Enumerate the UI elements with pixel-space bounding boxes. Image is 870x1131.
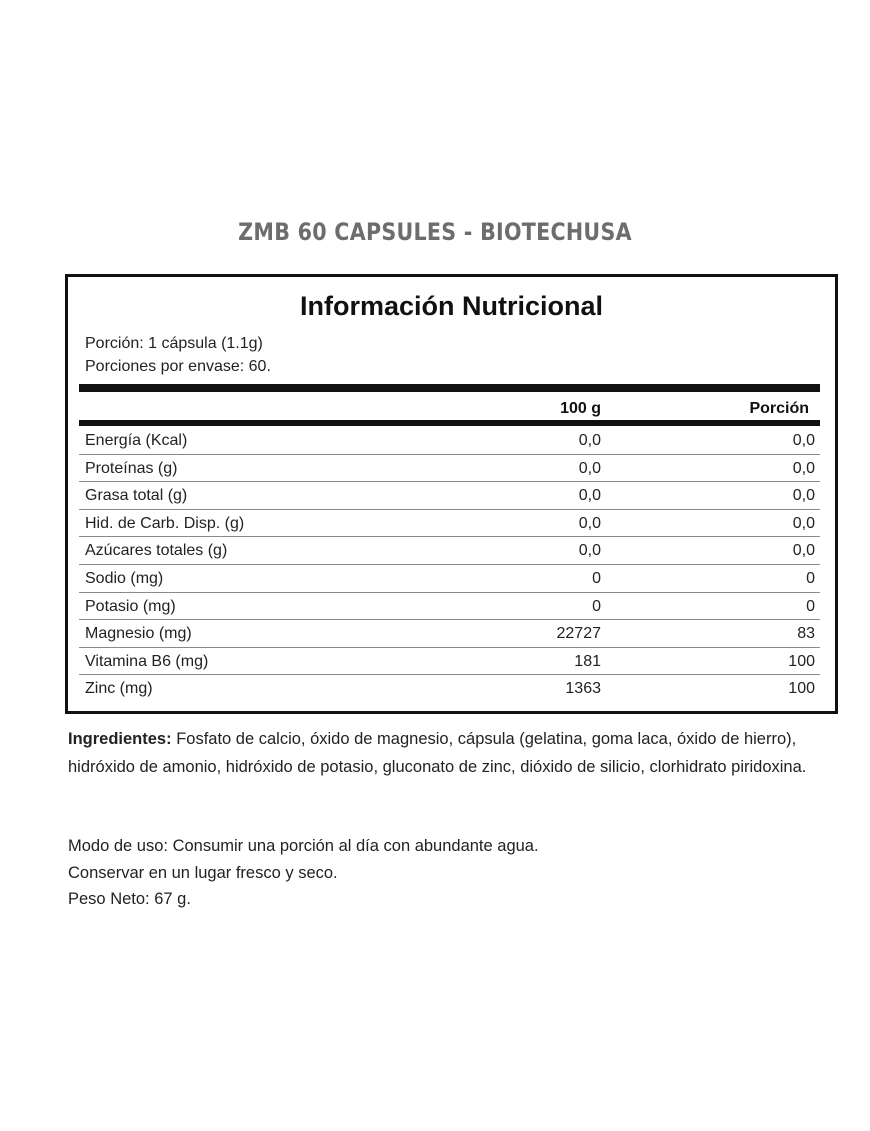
table-row	[79, 620, 820, 648]
nutrient-rows	[79, 427, 820, 703]
nutrient-name: Hid. de Carb. Disp. (g)	[85, 514, 245, 532]
value-per-portion: 0,0	[792, 487, 815, 505]
value-per-100g: 0,0	[578, 487, 601, 505]
value-per-100g: 1363	[565, 680, 601, 698]
panel-title: Información Nutricional	[299, 291, 604, 321]
table-row	[79, 537, 820, 565]
value-per-portion: 0,0	[792, 459, 815, 477]
ingredients-text: Fosfato de calcio, óxido de magnesio, cápsula (gelatina, goma laca, óxido de hierro), hidróxido de amonio, hidróxido de potasio, gluconato de zinc, dióxido de silicio, clorhidrato piridoxina.	[68, 730, 807, 776]
nutrient-name: Sodio (mg)	[85, 569, 164, 587]
product-title: ZMB 60 CAPSULES - BIOTECHUSA	[238, 218, 632, 246]
net-weight: Peso Neto: 67 g.	[68, 890, 191, 908]
usage-instructions: Modo de uso: Consumir una porción al día con abundante agua.	[68, 837, 539, 855]
nutrient-name: Azúcares totales (g)	[85, 542, 228, 560]
value-per-100g: 22727	[556, 625, 601, 643]
nutrient-name: Grasa total (g)	[85, 487, 188, 505]
table-row	[79, 675, 820, 703]
ingredients-label: Ingredientes:	[68, 730, 172, 748]
storage-instructions: Conservar en un lugar fresco y seco.	[68, 863, 338, 882]
column-header-portion: Porción	[749, 400, 809, 417]
value-per-portion: 0,0	[792, 542, 815, 560]
value-per-100g: 0,0	[578, 432, 601, 449]
nutrient-name: Vitamina B6 (mg)	[85, 652, 209, 670]
value-per-100g: 0	[592, 569, 601, 587]
value-per-100g: 181	[574, 652, 601, 670]
value-per-100g: 0,0	[578, 514, 601, 532]
table-row	[79, 648, 820, 676]
table-row	[79, 593, 820, 621]
nutrient-name: Magnesio (mg)	[85, 625, 192, 643]
table-row	[79, 482, 820, 510]
nutrient-name: Energía (Kcal)	[85, 432, 188, 449]
table-row	[79, 510, 820, 538]
column-header-100g: 100 g	[560, 400, 601, 417]
value-per-portion: 0,0	[792, 514, 815, 532]
value-per-portion: 100	[788, 652, 815, 670]
nutrient-name: Potasio (mg)	[85, 597, 176, 615]
value-per-portion: 100	[788, 680, 815, 698]
value-per-portion: 0,0	[792, 432, 815, 449]
thick-divider-top	[79, 384, 820, 392]
value-per-100g: 0,0	[578, 459, 601, 477]
ingredients-paragraph	[68, 725, 838, 781]
value-per-100g: 0	[592, 597, 601, 615]
value-per-100g: 0,0	[578, 542, 601, 560]
table-row	[79, 427, 820, 455]
table-row	[79, 455, 820, 483]
value-per-portion: 0	[806, 569, 815, 587]
nutrient-name: Proteínas (g)	[85, 459, 178, 477]
usage-notes	[68, 833, 838, 913]
servings-per-container: Porciones por envase: 60.	[85, 358, 271, 375]
table-row	[79, 565, 820, 593]
nutrient-name: Zinc (mg)	[85, 680, 153, 698]
serving-size: Porción: 1 cápsula (1.1g)	[85, 335, 263, 352]
value-per-portion: 83	[797, 625, 815, 643]
thick-divider-header	[79, 420, 820, 426]
nutrition-facts-panel	[65, 274, 838, 714]
value-per-portion: 0	[806, 597, 815, 615]
